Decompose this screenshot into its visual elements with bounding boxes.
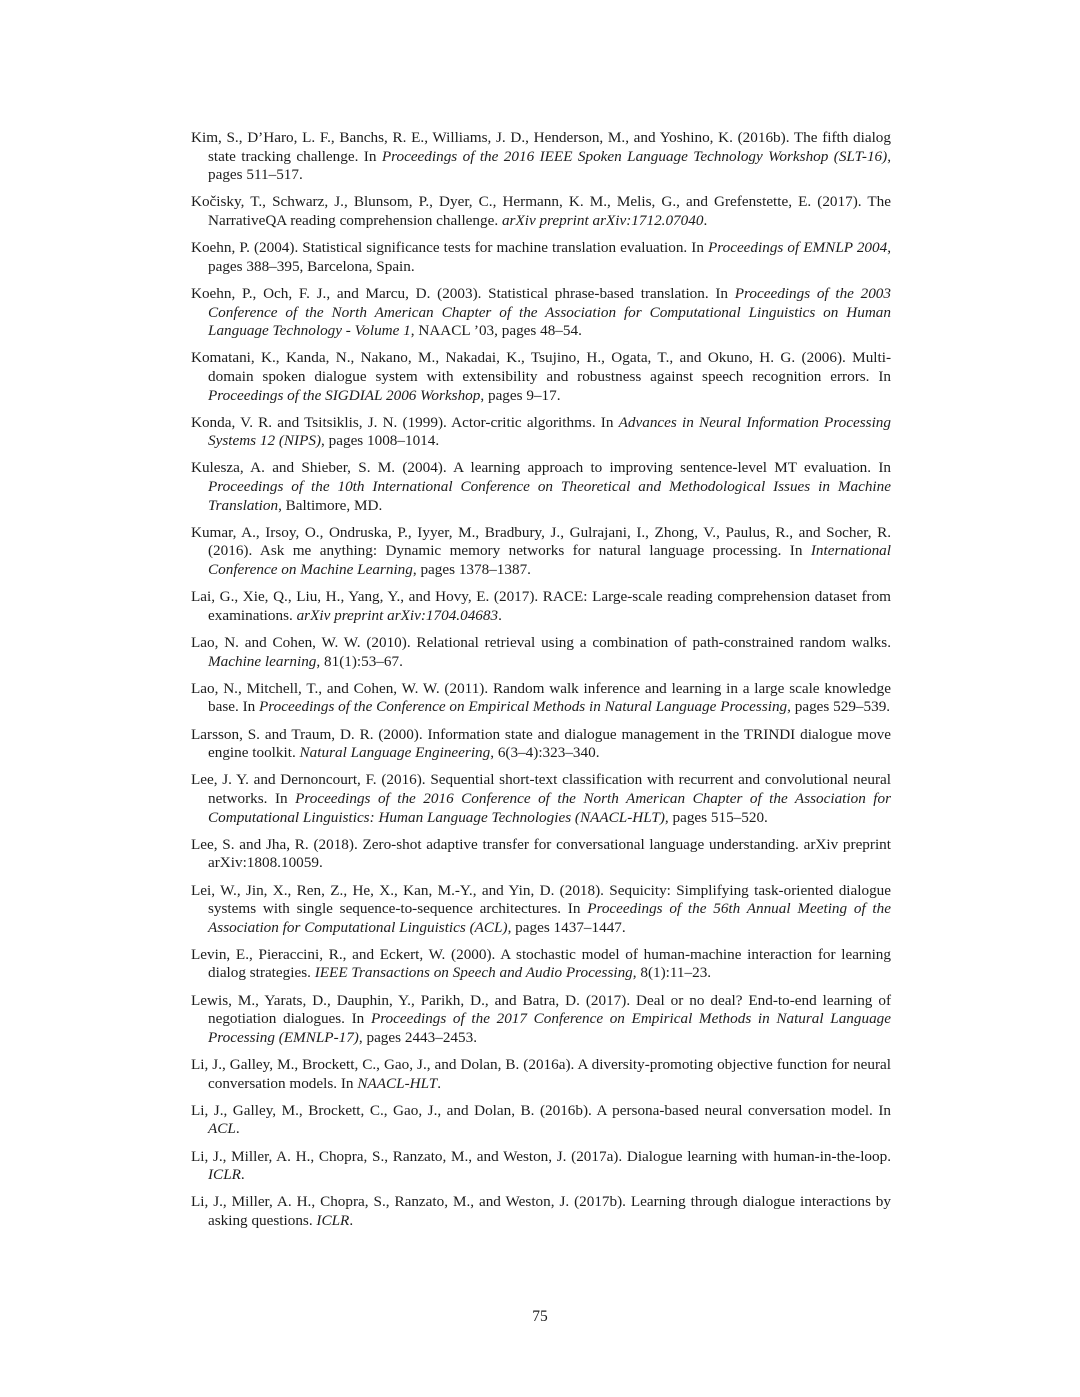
reference-entry: [191, 129, 891, 185]
reference-text: Li, J., Miller, A. H., Chopra, S., Ranzato, M., and Weston, J. (2017a). Dialogue learning with human-in-the-loop.: [191, 1147, 891, 1165]
reference-entry: [191, 414, 891, 451]
reference-venue: arXiv preprint arXiv:1704.04683: [296, 606, 499, 624]
reference-text: Li, J., Miller, A. H., Chopra, S., Ranzato, M., and Weston, J. (2017b). Learning through dialogue interactions by asking questions.: [191, 1193, 891, 1229]
reference-venue: arXiv preprint arXiv:1712.07040: [501, 211, 704, 229]
reference-text: Kočisky, T., Schwarz, J., Blunsom, P., Dyer, C., Hermann, K. M., Melis, G., and Grefenstette, E. (2017). The NarrativeQA reading comprehension challenge.: [191, 193, 891, 229]
reference-tail: , pages 1437–1447.: [507, 918, 626, 936]
reference-venue: Advances in Neural Information Processing Systems 12 (NIPS): [208, 413, 891, 450]
reference-venue: Proceedings of the SIGDIAL 2006 Workshop: [208, 386, 481, 404]
reference-venue: NAACL-HLT: [357, 1074, 438, 1092]
reference-venue: ICLR: [208, 1166, 241, 1184]
reference-venue: Proceedings of the 2017 Conference on Empirical Methods in Natural Language Processing (EMNLP-17): [208, 1010, 892, 1046]
reference-entry: [191, 726, 891, 763]
page-number: 75: [532, 1308, 548, 1325]
reference-tail: , 81(1):53–67.: [316, 652, 403, 670]
reference-venue: Proceedings of the 2003 Conference of the North American Chapter of the Association for Computational Linguistics on Human Language Technology - Volume 1: [208, 284, 891, 340]
reference-list: [191, 129, 891, 1239]
reference-text: Lei, W., Jin, X., Ren, Z., He, X., Kan, M.-Y., and Yin, D. (2018). Sequicity: Simplifying task-oriented dialogue systems with single sequence-to-sequence architectures. In: [191, 881, 891, 918]
reference-text: Lao, N. and Cohen, W. W. (2010). Relational retrieval using a combination of path-constrained random walks.: [191, 634, 891, 651]
reference-entry: [191, 882, 891, 938]
reference-entry: [191, 680, 891, 717]
reference-venue: ICLR: [316, 1211, 350, 1229]
reference-entry: [191, 524, 891, 580]
reference-entry: [191, 588, 891, 625]
reference-tail: .: [235, 1120, 240, 1138]
reference-text: Komatani, K., Kanda, N., Nakano, M., Nakadai, K., Tsujino, H., Ogata, T., and Okuno, H. G. (2006). Multi-domain spoken dialogue system with extensibility and robustness against speech recognition errors. In: [191, 349, 891, 385]
reference-tail: , pages 511–517.: [208, 147, 891, 184]
reference-text: Koehn, P., Och, F. J., and Marcu, D. (2003). Statistical phrase-based translation. In: [191, 284, 735, 302]
reference-text: Lewis, M., Yarats, D., Dauphin, Y., Parikh, D., and Batra, D. (2017). Deal or no deal? End-to-end learning of negotiation dialogues. In: [191, 991, 891, 1028]
reference-venue: Natural Language Engineering: [299, 744, 491, 762]
reference-tail: , pages 515–520.: [664, 808, 768, 826]
reference-entry: [191, 836, 891, 873]
reference-tail: , 6(3–4):323–340.: [490, 744, 600, 762]
reference-text: Konda, V. R. and Tsitsiklis, J. N. (1999). Actor-critic algorithms. In: [191, 413, 619, 431]
reference-entry: [191, 992, 891, 1048]
reference-text: Lai, G., Xie, Q., Liu, H., Yang, Y., and Hovy, E. (2017). RACE: Large-scale reading comprehension dataset from examinations.: [191, 588, 891, 624]
reference-tail: , pages 388–395, Barcelona, Spain.: [208, 239, 891, 275]
reference-venue: Proceedings of the 2016 Conference of the North American Chapter of the Association for Computational Linguistics: Human Language Technologies (NAACL-HLT): [208, 789, 891, 826]
reference-entry: [191, 239, 891, 276]
reference-venue: Proceedings of the 10th International Conference on Theoretical and Methodological Issues in Machine Translation: [208, 478, 891, 514]
reference-tail: .: [240, 1166, 245, 1184]
reference-venue: International Conference on Machine Learning: [208, 542, 891, 579]
reference-text: Lee, S. and Jha, R. (2018). Zero-shot adaptive transfer for conversational language understanding. arXiv preprint arXiv:1808.10059.: [191, 835, 891, 872]
reference-entry: [191, 1193, 891, 1230]
reference-entry: [191, 285, 891, 341]
reference-venue: IEEE Transactions on Speech and Audio Processing: [314, 964, 633, 982]
reference-tail: , pages 9–17.: [480, 386, 561, 404]
reference-venue: Proceedings of the 2016 IEEE Spoken Language Technology Workshop (SLT-16): [381, 147, 888, 165]
reference-text: Larsson, S. and Traum, D. R. (2000). Information state and dialogue management in the TRINDI dialogue move engine toolkit.: [191, 725, 891, 762]
reference-tail: , pages 2443–2453.: [358, 1028, 477, 1046]
reference-text: Kulesza, A. and Shieber, S. M. (2004). A learning approach to improving sentence-level MT evaluation. In: [191, 459, 891, 477]
reference-venue: Machine learning: [208, 652, 317, 670]
reference-entry: [191, 349, 891, 405]
reference-text: Lao, N., Mitchell, T., and Cohen, W. W. (2011). Random walk inference and learning in a large scale knowledge base. In: [191, 679, 891, 716]
reference-venue: Proceedings of the Conference on Empirical Methods in Natural Language Processing: [259, 698, 788, 716]
reference-entry: [191, 1148, 891, 1185]
reference-tail: , pages 1008–1014.: [321, 432, 440, 450]
reference-entry: [191, 1056, 891, 1093]
reference-tail: .: [437, 1074, 441, 1092]
reference-tail: .: [703, 211, 708, 229]
reference-entry: [191, 1102, 891, 1139]
reference-tail: , NAACL ’03, pages 48–54.: [410, 322, 582, 340]
reference-text: Levin, E., Pieraccini, R., and Eckert, W. (2000). A stochastic model of human-machine interaction for learning dialog strategies.: [191, 945, 891, 982]
reference-text: Li, J., Galley, M., Brockett, C., Gao, J., and Dolan, B. (2016a). A diversity-promoting objective function for neural conversation models. In: [191, 1056, 891, 1092]
reference-tail: , 8(1):11–23.: [632, 964, 712, 982]
reference-tail: , pages 1378–1387.: [412, 561, 531, 579]
reference-venue: Proceedings of the 56th Annual Meeting of the Association for Computational Linguistics (ACL): [208, 900, 891, 936]
reference-venue: ACL: [208, 1120, 236, 1138]
reference-venue: Proceedings of EMNLP 2004: [707, 239, 888, 257]
reference-tail: , pages 529–539.: [787, 698, 891, 716]
reference-entry: [191, 771, 891, 827]
reference-entry: [191, 459, 891, 515]
reference-entry: [191, 193, 891, 230]
reference-text: Kumar, A., Irsoy, O., Ondruska, P., Iyyer, M., Bradbury, J., Gulrajani, I., Zhong, V., Paulus, R., and Socher, R. (2016). Ask me anything: Dynamic memory networks for natural language processing. In: [191, 523, 891, 560]
reference-tail: .: [498, 606, 502, 624]
reference-text: Lee, J. Y. and Dernoncourt, F. (2016). Sequential short-text classification with recurrent and convolutional neural networks. In: [191, 771, 891, 807]
reference-entry: [191, 634, 891, 671]
reference-tail: .: [349, 1211, 354, 1229]
reference-tail: , Baltimore, MD.: [278, 496, 383, 514]
reference-text: Koehn, P. (2004). Statistical significance tests for machine translation evaluation. In: [191, 239, 708, 257]
reference-text: Li, J., Galley, M., Brockett, C., Gao, J., and Dolan, B. (2016b). A persona-based neural conversation model. In: [191, 1101, 891, 1119]
reference-entry: [191, 946, 891, 983]
reference-text: Kim, S., D’Haro, L. F., Banchs, R. E., Williams, J. D., Henderson, M., and Yoshino, K. (2016b). The fifth dialog state tracking challenge. In: [191, 129, 891, 165]
